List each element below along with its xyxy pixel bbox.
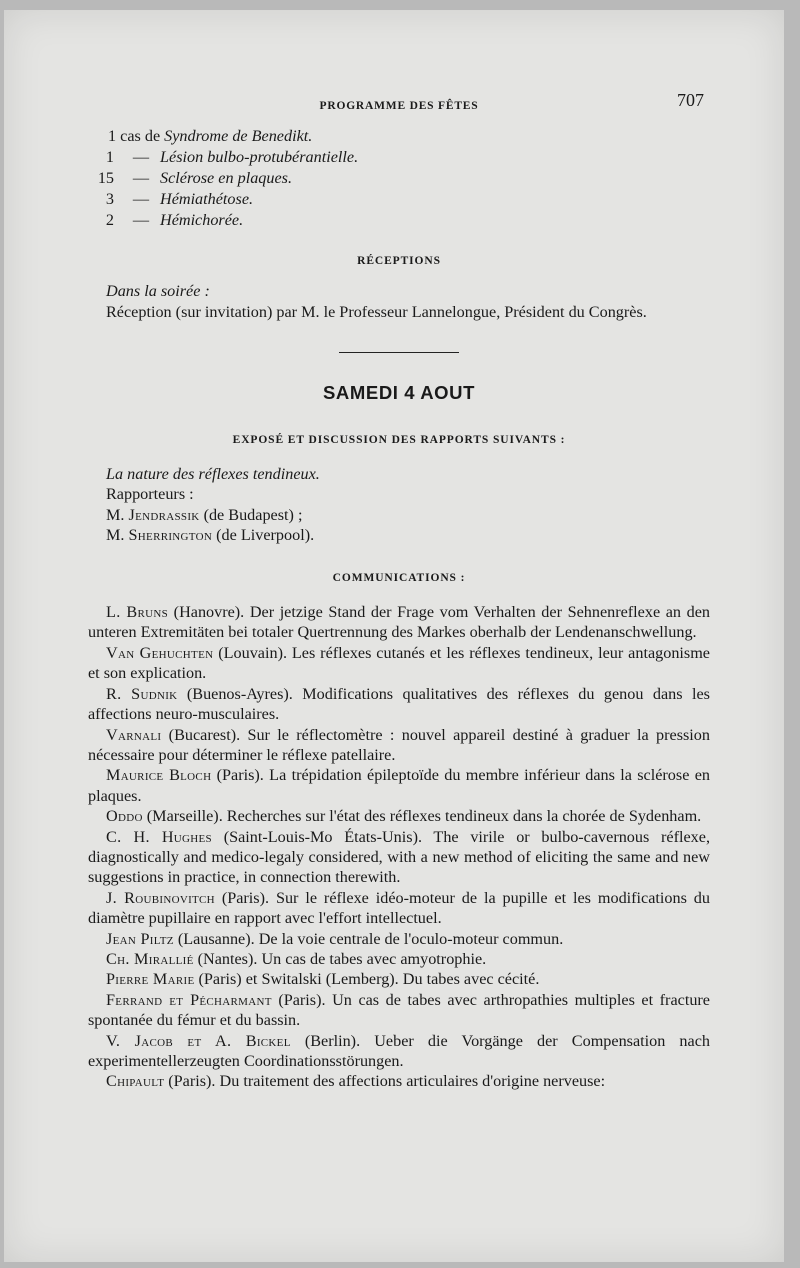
entry-author: Van Gehuchten (106, 643, 214, 662)
entry-author: V. Jacob et A. Bickel (106, 1031, 291, 1050)
case-count: 15 (97, 169, 114, 187)
case-dash: — (132, 169, 150, 187)
case-count: 1 cas de (108, 127, 161, 145)
communication-entry (88, 827, 710, 888)
case-label: Sclérose en plaques. (160, 169, 293, 187)
entry-text: (Lausanne). De la voie centrale de l'oculo-moteur commun. (173, 929, 564, 948)
entry-author: Oddo (106, 807, 143, 826)
case-count: 2 (105, 211, 114, 229)
entry-text: (Bucarest). Sur le réflectomètre : nouvel appareil destiné à graduer la pression nécessaire pour déterminer le réflexe patellaire. (88, 725, 710, 764)
case-label: Hémiathétose. (160, 190, 254, 208)
receptions-heading: RÉCEPTIONS (357, 255, 441, 267)
day-title: SAMEDI 4 AOUT (322, 382, 476, 404)
entry-author: Maurice Bloch (106, 766, 212, 785)
case-count: 1 (105, 148, 114, 166)
case-row (88, 126, 710, 147)
case-count: 3 (105, 190, 114, 208)
case-row (88, 210, 710, 231)
communication-entry (88, 1031, 710, 1072)
section-divider (339, 352, 459, 353)
rapporteur-line (88, 505, 710, 525)
entry-text: (Paris). La trépidation épileptoïde du membre inférieur dans la sclérose en plaques. (88, 766, 710, 805)
rapporteur-name: Jendrassik (128, 505, 200, 524)
case-dash: — (132, 190, 150, 208)
entry-text: (Berlin). Ueber die Vorgänge der Compensation nach experimentellerzeugten Coordinationsstörungen. (88, 1031, 710, 1070)
page-content (88, 88, 710, 1092)
entry-author: C. H. Hughes (106, 827, 212, 846)
communication-entry (88, 888, 710, 929)
case-row (88, 168, 710, 189)
case-dash: — (132, 211, 150, 229)
entry-text: (Saint-Louis-Mo États-Unis). The virile or bulbo-cavernous réflexe, diagnostically and medico-legaly considered, with a new method of eliciting the same and new suggestions in practice, in connection therewith. (88, 827, 710, 887)
scanned-page (4, 10, 784, 1262)
entry-author: L. Bruns (106, 603, 169, 622)
communication-entry (88, 969, 710, 989)
soiree-label: Dans la soirée : (106, 282, 210, 301)
running-title: PROGRAMME DES FÊTES (319, 100, 479, 112)
case-label: Hémichorée. (160, 211, 244, 229)
communication-entry (88, 602, 710, 643)
expose-heading: EXPOSÉ ET DISCUSSION DES RAPPORTS SUIVANTS : (232, 433, 566, 446)
case-dash: — (132, 148, 150, 166)
rapporteur-line (88, 525, 710, 545)
entry-author: Pierre Marie (106, 970, 195, 989)
communication-entry (88, 725, 710, 766)
communication-entry (88, 1071, 710, 1091)
page-number: 707 (677, 90, 704, 110)
rapporteur-prefix: M. (106, 505, 129, 524)
rapporteurs-label: Rapporteurs : (106, 485, 194, 504)
entry-author: Ferrand et Pécharmant (106, 990, 272, 1009)
case-list (88, 126, 710, 231)
reception-text: Réception (sur invitation) par M. le Professeur Lannelongue, Président du Congrès. (106, 302, 647, 321)
entry-text: (Buenos-Ayres). Modifications qualitatives des réflexes du genou dans les affections neuro-musculaires. (88, 684, 710, 724)
communications-heading: COMMUNICATIONS : (332, 571, 466, 584)
case-label: Syndrome de Benedikt. (164, 127, 313, 145)
entry-text: (Nantes). Un cas de tabes avec amyotrophie. (193, 949, 487, 968)
communication-list (88, 602, 710, 1092)
entry-text: (Paris). Sur le réflexe idéo-moteur de la pupille et les modifications du diamètre pupillaire en rapport avec l'effort intellectuel. (88, 888, 710, 928)
entry-text: (Paris) et Switalski (Lemberg). Du tabes avec cécité. (194, 970, 540, 989)
communication-entry (88, 990, 710, 1031)
communication-entry (88, 949, 710, 969)
entry-author: J. Roubinovitch (106, 888, 215, 907)
rapporteur-name: Sherrington (128, 526, 213, 545)
entry-text: (Hanovre). Der jetzige Stand der Frage vom Verhalten der Sehnenreflexe an den unteren Extremitäten bei totaler Quertrennung des Markes oberhalb der Lendenanschwellung. (88, 603, 710, 642)
entry-author: Chipault (106, 1072, 165, 1091)
entry-author: Jean Piltz (106, 929, 174, 948)
case-row (88, 147, 710, 168)
communication-entry (88, 806, 710, 826)
entry-author: R. Sudnik (106, 684, 178, 703)
entry-author: Ch. Mirallié (106, 949, 194, 968)
rapporteur-prefix: M. (106, 526, 129, 545)
entry-author: Varnali (106, 725, 162, 744)
communication-entry (88, 765, 710, 806)
communication-entry (88, 643, 710, 684)
report-topic: La nature des réflexes tendineux. (106, 465, 320, 484)
entry-text: (Paris). Un cas de tabes avec arthropathies multiples et fracture spontanée du fémur et du bassin. (88, 990, 710, 1030)
case-row (88, 189, 710, 210)
communication-entry (88, 929, 710, 949)
rapporteur-city: (de Liverpool). (212, 526, 315, 545)
rapporteur-city: (de Budapest) ; (199, 505, 303, 524)
running-head (88, 88, 710, 118)
communication-entry (88, 684, 710, 725)
entry-text: (Louvain). Les réflexes cutanés et les réflexes tendineux, leur antagonisme et son explication. (88, 643, 710, 683)
entry-text: (Marseille). Recherches sur l'état des réflexes tendineux dans la chorée de Sydenham. (142, 807, 702, 826)
case-label: Lésion bulbo-protubérantielle. (160, 148, 359, 166)
entry-text: (Paris). Du traitement des affections articulaires d'origine nerveuse: (164, 1072, 606, 1091)
